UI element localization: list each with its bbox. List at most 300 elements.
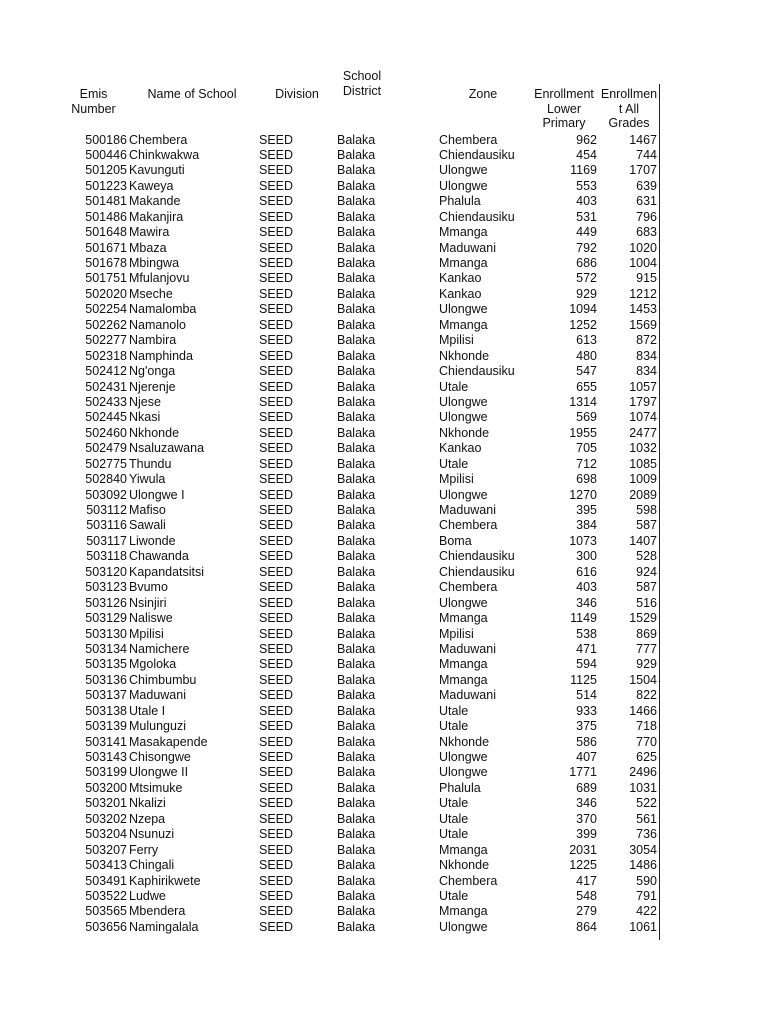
- cell-zone: Chembera: [439, 132, 498, 147]
- cell-zone: Ulongwe: [439, 302, 488, 317]
- cell-zone: Mpilisi: [439, 626, 474, 641]
- cell-school-name: Utale I: [129, 703, 166, 718]
- cell-division: SEED: [259, 919, 294, 934]
- cell-enrollment-lower-primary: 471: [576, 641, 597, 656]
- cell-zone: Ulongwe: [439, 394, 488, 409]
- cell-district: Balaka: [337, 348, 376, 363]
- cell-enrollment-all-grades: 1032: [629, 441, 657, 456]
- cell-school-name: Nsaluzawana: [129, 441, 205, 456]
- cell-district: Balaka: [337, 503, 376, 517]
- cell-division: SEED: [259, 132, 294, 147]
- table-row: [0, 565, 768, 580]
- cell-district: Balaka: [337, 317, 376, 332]
- cell-emis-number: 503126: [85, 595, 127, 610]
- cell-school-name: Njese: [129, 394, 161, 409]
- cell-enrollment-all-grades: 561: [636, 811, 657, 826]
- cell-enrollment-lower-primary: 1771: [569, 765, 597, 780]
- cell-enrollment-all-grades: 929: [636, 657, 657, 672]
- cell-district: Balaka: [337, 271, 376, 286]
- cell-emis-number: 501481: [85, 194, 127, 209]
- cell-enrollment-all-grades: 522: [636, 796, 657, 811]
- cell-district: Balaka: [337, 688, 376, 703]
- cell-school-name: Chingali: [129, 858, 175, 873]
- table-row: [0, 704, 768, 719]
- cell-school-name: Nsinjiri: [129, 595, 167, 610]
- table-row: [0, 843, 768, 858]
- cell-school-name: Ng'onga: [129, 364, 176, 379]
- cell-division: SEED: [259, 549, 294, 564]
- cell-district: Balaka: [337, 518, 376, 533]
- cell-district: Balaka: [337, 472, 376, 487]
- cell-emis-number: 503139: [85, 719, 127, 734]
- cell-emis-number: 503129: [85, 611, 127, 626]
- cell-enrollment-all-grades: 791: [636, 888, 657, 903]
- table-row: [0, 611, 768, 626]
- cell-emis-number: 502433: [85, 394, 127, 409]
- cell-zone: Utale: [439, 811, 469, 826]
- cell-emis-number: 501751: [85, 271, 127, 286]
- cell-enrollment-lower-primary: 572: [576, 271, 597, 286]
- cell-school-name: Mgoloka: [129, 657, 177, 672]
- cell-zone: Ulongwe: [439, 178, 488, 193]
- cell-enrollment-all-grades: 869: [636, 626, 657, 641]
- cell-division: SEED: [259, 364, 294, 379]
- cell-enrollment-lower-primary: 395: [576, 503, 597, 517]
- cell-division: SEED: [259, 657, 294, 672]
- cell-school-name: Sawali: [129, 518, 166, 533]
- cell-enrollment-lower-primary: 538: [576, 626, 597, 641]
- cell-emis-number: 503413: [85, 858, 127, 873]
- cell-division: SEED: [259, 595, 294, 610]
- cell-district: Balaka: [337, 811, 376, 826]
- cell-enrollment-lower-primary: 346: [576, 796, 597, 811]
- cell-emis-number: 503117: [86, 533, 127, 548]
- cell-enrollment-all-grades: 631: [636, 194, 657, 209]
- cell-division: SEED: [259, 734, 294, 749]
- cell-district: Balaka: [337, 533, 376, 548]
- cell-district: Balaka: [337, 765, 376, 780]
- cell-enrollment-lower-primary: 1955: [569, 425, 597, 440]
- cell-enrollment-all-grades: 1467: [629, 132, 657, 147]
- table-row: [0, 688, 768, 703]
- cell-emis-number: 502445: [85, 410, 127, 425]
- cell-enrollment-all-grades: 1212: [629, 286, 657, 301]
- table-row: [0, 194, 768, 209]
- table-row: [0, 874, 768, 889]
- cell-enrollment-all-grades: 1466: [629, 703, 657, 718]
- table-row: [0, 457, 768, 472]
- cell-division: SEED: [259, 225, 294, 240]
- cell-zone: Utale: [439, 888, 469, 903]
- cell-enrollment-all-grades: 1061: [629, 919, 657, 934]
- table-row: [0, 518, 768, 533]
- cell-school-name: Mfulanjovu: [129, 271, 190, 286]
- table-row: [0, 426, 768, 441]
- cell-zone: Chiendausiku: [439, 209, 515, 224]
- cell-enrollment-all-grades: 683: [636, 225, 657, 240]
- cell-enrollment-lower-primary: 616: [576, 564, 597, 579]
- cell-zone: Maduwani: [439, 688, 496, 703]
- cell-school-name: Namingalala: [129, 919, 199, 934]
- table-row: [0, 302, 768, 317]
- cell-zone: Chiendausiku: [439, 564, 515, 579]
- cell-emis-number: 503134: [85, 641, 127, 656]
- cell-zone: Utale: [439, 379, 469, 394]
- header-division: Division: [275, 87, 319, 101]
- cell-division: SEED: [259, 178, 294, 193]
- table-row: [0, 627, 768, 642]
- cell-school-name: Ulongwe I: [129, 487, 185, 502]
- cell-enrollment-lower-primary: 480: [576, 348, 597, 363]
- cell-district: Balaka: [337, 240, 376, 255]
- cell-division: SEED: [259, 487, 294, 502]
- cell-emis-number: 502412: [85, 364, 127, 379]
- cell-zone: Nkhonde: [439, 734, 490, 749]
- cell-school-name: Maduwani: [129, 688, 186, 703]
- cell-emis-number: 502277: [85, 333, 127, 348]
- cell-enrollment-all-grades: 1009: [629, 472, 657, 487]
- cell-school-name: Nambira: [129, 333, 177, 348]
- cell-zone: Phalula: [439, 194, 481, 209]
- cell-zone: Kankao: [439, 441, 482, 456]
- cell-emis-number: 502262: [85, 317, 127, 332]
- header-enrollment-all-grades: Enrollmen t All Grades: [600, 87, 658, 131]
- cell-zone: Ulongwe: [439, 410, 488, 425]
- cell-zone: Utale: [439, 796, 469, 811]
- table-row: [0, 364, 768, 379]
- table-row: [0, 410, 768, 425]
- cell-school-name: Namichere: [129, 641, 190, 656]
- cell-district: Balaka: [337, 487, 376, 502]
- cell-district: Balaka: [337, 286, 376, 301]
- cell-district: Balaka: [337, 302, 376, 317]
- table-row: [0, 904, 768, 919]
- cell-enrollment-all-grades: 1529: [629, 611, 657, 626]
- table-row: [0, 133, 768, 148]
- cell-enrollment-lower-primary: 407: [576, 750, 597, 764]
- cell-emis-number: 503201: [85, 796, 127, 811]
- cell-zone: Nkhonde: [439, 858, 490, 873]
- cell-emis-number: 502318: [85, 348, 127, 363]
- cell-enrollment-all-grades: 1074: [629, 410, 657, 425]
- cell-district: Balaka: [337, 873, 376, 888]
- cell-emis-number: 503120: [85, 564, 127, 579]
- cell-district: Balaka: [337, 672, 376, 687]
- cell-enrollment-lower-primary: 403: [576, 580, 597, 595]
- cell-enrollment-lower-primary: 384: [576, 518, 597, 533]
- cell-division: SEED: [259, 317, 294, 332]
- cell-division: SEED: [259, 425, 294, 440]
- cell-school-name: Ludwe: [129, 888, 166, 903]
- cell-school-name: Bvumo: [129, 580, 168, 595]
- cell-enrollment-lower-primary: 686: [576, 256, 597, 270]
- cell-district: Balaka: [337, 719, 376, 734]
- table-row: [0, 287, 768, 302]
- cell-district: Balaka: [337, 842, 376, 857]
- cell-emis-number: 503204: [85, 827, 127, 842]
- cell-enrollment-lower-primary: 712: [576, 456, 597, 471]
- cell-enrollment-all-grades: 422: [636, 904, 657, 919]
- cell-district: Balaka: [337, 225, 376, 240]
- cell-zone: Ulongwe: [439, 487, 488, 502]
- cell-enrollment-all-grades: 590: [636, 873, 657, 888]
- cell-emis-number: 501486: [85, 209, 127, 224]
- header-school-district: School District: [342, 69, 382, 98]
- cell-division: SEED: [259, 904, 294, 919]
- cell-school-name: Ulongwe II: [129, 765, 189, 780]
- cell-enrollment-lower-primary: 1073: [569, 533, 597, 548]
- table-row: [0, 750, 768, 765]
- cell-emis-number: 503118: [86, 549, 127, 564]
- cell-zone: Nkhonde: [439, 348, 490, 363]
- cell-school-name: Makande: [129, 194, 181, 209]
- table-row: [0, 827, 768, 842]
- cell-division: SEED: [259, 811, 294, 826]
- cell-division: SEED: [259, 796, 294, 811]
- cell-district: Balaka: [337, 410, 376, 425]
- cell-enrollment-all-grades: 1707: [629, 163, 657, 178]
- cell-emis-number: 503143: [85, 750, 127, 764]
- cell-division: SEED: [259, 580, 294, 595]
- cell-zone: Ulongwe: [439, 163, 488, 178]
- cell-zone: Mmanga: [439, 904, 488, 919]
- table-row: [0, 549, 768, 564]
- cell-zone: Utale: [439, 719, 469, 734]
- cell-enrollment-all-grades: 777: [636, 641, 657, 656]
- cell-zone: Ulongwe: [439, 750, 488, 764]
- cell-enrollment-lower-primary: 613: [576, 333, 597, 348]
- cell-district: Balaka: [337, 780, 376, 795]
- cell-school-name: Mseche: [129, 286, 173, 301]
- table-row: [0, 719, 768, 734]
- cell-school-name: Nzepa: [129, 811, 166, 826]
- cell-zone: Mpilisi: [439, 333, 474, 348]
- cell-division: SEED: [259, 209, 294, 224]
- cell-zone: Maduwani: [439, 240, 496, 255]
- cell-enrollment-lower-primary: 417: [576, 873, 597, 888]
- cell-division: SEED: [259, 333, 294, 348]
- header-name-of-school: Name of School: [147, 87, 237, 101]
- cell-district: Balaka: [337, 858, 376, 873]
- cell-enrollment-all-grades: 3054: [629, 842, 657, 857]
- cell-enrollment-lower-primary: 594: [576, 657, 597, 672]
- table-row: [0, 735, 768, 750]
- cell-school-name: Yiwula: [129, 472, 166, 487]
- cell-division: SEED: [259, 719, 294, 734]
- table-row: [0, 858, 768, 873]
- cell-school-name: Mbingwa: [129, 256, 180, 270]
- cell-school-name: Mulunguzi: [129, 719, 186, 734]
- cell-enrollment-lower-primary: 370: [576, 811, 597, 826]
- table-row: [0, 472, 768, 487]
- table-row: [0, 673, 768, 688]
- cell-school-name: Mafiso: [129, 503, 166, 517]
- cell-school-name: Mtsimuke: [129, 780, 183, 795]
- cell-district: Balaka: [337, 734, 376, 749]
- header-zone: Zone: [468, 87, 498, 101]
- header-emis-number: Emis Number: [71, 87, 116, 116]
- cell-enrollment-lower-primary: 705: [576, 441, 597, 456]
- cell-emis-number: 503565: [85, 904, 127, 919]
- cell-zone: Utale: [439, 456, 469, 471]
- cell-zone: Kankao: [439, 271, 482, 286]
- cell-enrollment-all-grades: 639: [636, 178, 657, 193]
- cell-district: Balaka: [337, 796, 376, 811]
- cell-emis-number: 500446: [85, 147, 127, 162]
- table-row: [0, 920, 768, 935]
- cell-enrollment-all-grades: 587: [636, 580, 657, 595]
- cell-enrollment-lower-primary: 1270: [569, 487, 597, 502]
- cell-division: SEED: [259, 842, 294, 857]
- cell-zone: Chembera: [439, 518, 498, 533]
- cell-enrollment-lower-primary: 1149: [570, 611, 597, 626]
- cell-zone: Mmanga: [439, 256, 488, 270]
- cell-emis-number: 501671: [85, 240, 127, 255]
- cell-zone: Ulongwe: [439, 919, 488, 934]
- cell-enrollment-lower-primary: 1169: [570, 163, 597, 178]
- cell-enrollment-lower-primary: 346: [576, 595, 597, 610]
- cell-enrollment-lower-primary: 933: [576, 703, 597, 718]
- cell-enrollment-all-grades: 1057: [629, 379, 657, 394]
- cell-division: SEED: [259, 641, 294, 656]
- table-row: [0, 441, 768, 456]
- cell-district: Balaka: [337, 394, 376, 409]
- cell-division: SEED: [259, 703, 294, 718]
- cell-district: Balaka: [337, 611, 376, 626]
- cell-emis-number: 503141: [85, 734, 127, 749]
- cell-enrollment-lower-primary: 1314: [569, 394, 597, 409]
- cell-school-name: Mawira: [129, 225, 170, 240]
- cell-enrollment-all-grades: 2089: [629, 487, 657, 502]
- cell-division: SEED: [259, 194, 294, 209]
- cell-emis-number: 503200: [85, 780, 127, 795]
- cell-district: Balaka: [337, 703, 376, 718]
- cell-division: SEED: [259, 271, 294, 286]
- cell-emis-number: 503112: [86, 503, 127, 517]
- cell-emis-number: 502431: [85, 379, 127, 394]
- cell-zone: Mmanga: [439, 225, 488, 240]
- cell-zone: Utale: [439, 703, 469, 718]
- cell-school-name: Kapandatsitsi: [129, 564, 205, 579]
- cell-district: Balaka: [337, 364, 376, 379]
- cell-enrollment-lower-primary: 689: [576, 780, 597, 795]
- table-row: [0, 256, 768, 271]
- cell-division: SEED: [259, 286, 294, 301]
- cell-enrollment-lower-primary: 698: [576, 472, 597, 487]
- cell-enrollment-lower-primary: 929: [576, 286, 597, 301]
- cell-emis-number: 503202: [85, 811, 127, 826]
- table-row: [0, 163, 768, 178]
- cell-enrollment-all-grades: 1020: [629, 240, 657, 255]
- cell-emis-number: 503491: [85, 873, 127, 888]
- cell-zone: Chiendausiku: [439, 549, 515, 564]
- table-row: [0, 812, 768, 827]
- cell-district: Balaka: [337, 595, 376, 610]
- cell-emis-number: 503199: [85, 765, 127, 780]
- cell-emis-number: 501223: [85, 178, 127, 193]
- cell-district: Balaka: [337, 163, 376, 178]
- cell-enrollment-all-grades: 2477: [629, 425, 657, 440]
- cell-emis-number: 503137: [85, 688, 127, 703]
- table-row: [0, 271, 768, 286]
- cell-enrollment-lower-primary: 399: [576, 827, 597, 842]
- cell-district: Balaka: [337, 333, 376, 348]
- cell-enrollment-all-grades: 2496: [629, 765, 657, 780]
- cell-division: SEED: [259, 348, 294, 363]
- cell-division: SEED: [259, 888, 294, 903]
- cell-school-name: Nkhonde: [129, 425, 180, 440]
- cell-district: Balaka: [337, 904, 376, 919]
- table-row: [0, 241, 768, 256]
- table-row: [0, 889, 768, 904]
- cell-division: SEED: [259, 688, 294, 703]
- cell-emis-number: 503522: [85, 888, 127, 903]
- cell-emis-number: 502020: [85, 286, 127, 301]
- cell-emis-number: 502840: [85, 472, 127, 487]
- table-row: [0, 534, 768, 549]
- cell-division: SEED: [259, 256, 294, 270]
- cell-enrollment-lower-primary: 449: [576, 225, 597, 240]
- cell-district: Balaka: [337, 657, 376, 672]
- cell-division: SEED: [259, 410, 294, 425]
- cell-school-name: Mbaza: [129, 240, 167, 255]
- cell-zone: Ulongwe: [439, 595, 488, 610]
- cell-enrollment-lower-primary: 279: [576, 904, 597, 919]
- cell-enrollment-lower-primary: 655: [576, 379, 597, 394]
- cell-zone: Chembera: [439, 873, 498, 888]
- cell-zone: Mmanga: [439, 611, 488, 626]
- cell-enrollment-all-grades: 834: [636, 348, 657, 363]
- cell-enrollment-all-grades: 1031: [629, 780, 657, 795]
- cell-school-name: Chinkwakwa: [129, 147, 200, 162]
- cell-enrollment-lower-primary: 300: [576, 549, 597, 564]
- cell-division: SEED: [259, 163, 294, 178]
- cell-district: Balaka: [337, 132, 376, 147]
- cell-division: SEED: [259, 873, 294, 888]
- cell-emis-number: 502479: [85, 441, 127, 456]
- cell-school-name: Chembera: [129, 132, 188, 147]
- cell-division: SEED: [259, 472, 294, 487]
- cell-division: SEED: [259, 147, 294, 162]
- table-row: [0, 642, 768, 657]
- cell-enrollment-all-grades: 834: [636, 364, 657, 379]
- cell-zone: Phalula: [439, 780, 481, 795]
- cell-enrollment-lower-primary: 375: [576, 719, 597, 734]
- cell-zone: Mmanga: [439, 842, 488, 857]
- cell-school-name: Mbendera: [129, 904, 186, 919]
- table-row: [0, 596, 768, 611]
- cell-school-name: Kaweya: [129, 178, 174, 193]
- table-row: [0, 349, 768, 364]
- cell-enrollment-lower-primary: 548: [576, 888, 597, 903]
- table-row: [0, 765, 768, 780]
- table-row: [0, 503, 768, 518]
- cell-enrollment-lower-primary: 1094: [569, 302, 597, 317]
- cell-zone: Nkhonde: [439, 425, 490, 440]
- cell-zone: Mpilisi: [439, 472, 474, 487]
- cell-enrollment-all-grades: 625: [636, 750, 657, 764]
- cell-school-name: Nkasi: [129, 410, 161, 425]
- cell-emis-number: 503130: [85, 626, 127, 641]
- cell-enrollment-all-grades: 718: [636, 719, 657, 734]
- cell-division: SEED: [259, 626, 294, 641]
- cell-division: SEED: [259, 302, 294, 317]
- cell-division: SEED: [259, 780, 294, 795]
- cell-enrollment-lower-primary: 1125: [570, 672, 597, 687]
- cell-district: Balaka: [337, 456, 376, 471]
- table-row: [0, 333, 768, 348]
- cell-school-name: Naliswe: [129, 611, 173, 626]
